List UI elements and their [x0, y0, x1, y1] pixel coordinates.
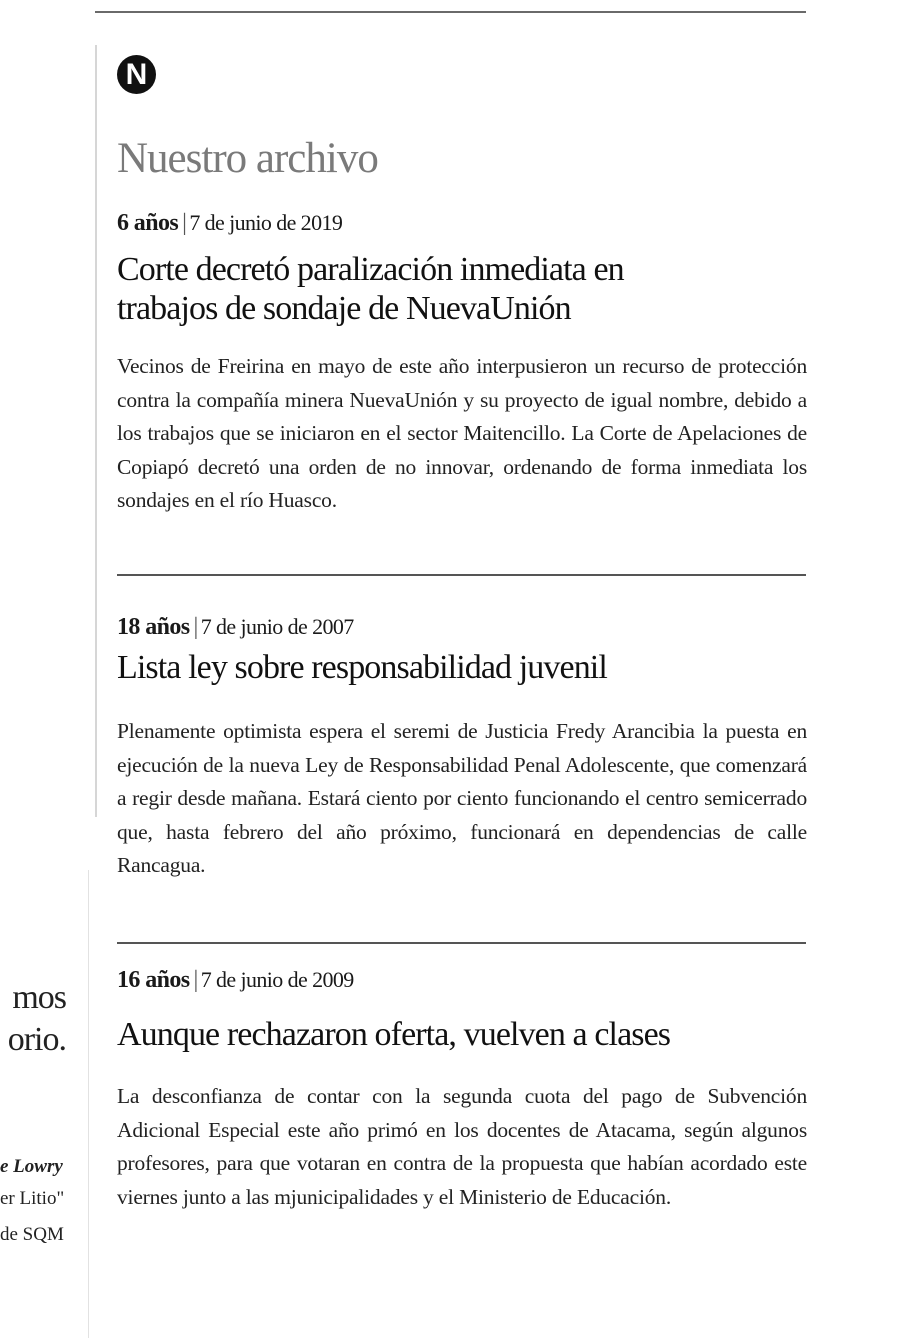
archive-entry-1 [117, 208, 807, 518]
left-column-byline-1: e Lowry [0, 1156, 63, 1177]
entry-years-ago: 18 años [117, 614, 190, 640]
entry-meta: 18 años | 7 de junio de 2007 [117, 614, 354, 640]
entry-date: 7 de junio de 2007 [200, 614, 354, 639]
left-column-byline-3: de SQM [0, 1224, 64, 1245]
entry-years-ago: 6 años [117, 210, 179, 236]
entry-body: La desconfianza de contar con la segunda cuota del pago de Subvención Adicional Especial este año primó en los docentes de Atacama, según algunos profesores, para que votaran en contra de la propuesta que habían acordado este viernes junto a las mjunicipalidades y el Ministerio de Educación. [117, 1084, 807, 1209]
archive-entry-3 [117, 965, 807, 1214]
entry-years-ago: 16 años [117, 967, 190, 993]
section-title: Nuestro archivo [117, 135, 378, 182]
left-column-divider [88, 870, 89, 1338]
newspaper-logo-badge: N [117, 55, 156, 94]
entry-body: Vecinos de Freirina en mayo de este año interpusieron un recurso de protección contra la compañía minera NuevaUnión y su proyecto de igual nombre, debido a los trabajos que se iniciaron en el sector Maitencillo. La Corte de Apelaciones de Copiapó decretó una orden de no innovar, ordenando de forma inmediata los sondajes en el río Huasco. [117, 354, 807, 513]
entry-separator [117, 942, 806, 944]
entry-separator [117, 574, 806, 576]
entry-meta: 6 años | 7 de junio de 2019 [117, 210, 343, 236]
left-column-byline-2: er Litio" [0, 1188, 65, 1209]
entry-headline: Aunque rechazaron oferta, vuelven a clases [117, 1016, 671, 1053]
left-column-fragment-1: mos [12, 979, 66, 1016]
entry-date: 7 de junio de 2009 [200, 967, 354, 992]
top-rule [95, 11, 806, 13]
archive-entry-2 [117, 612, 807, 883]
entry-meta: 16 años | 7 de junio de 2009 [117, 967, 354, 993]
entry-date: 7 de junio de 2019 [189, 210, 343, 235]
entry-headline: Corte decretó paralización inmediata en trabajos de sondaje de NuevaUnión [117, 251, 624, 327]
column-divider [95, 45, 97, 817]
entry-headline: Lista ley sobre responsabilidad juvenil [117, 649, 607, 686]
left-column-fragment-2: orio. [7, 1021, 66, 1058]
entry-body: Plenamente optimista espera el seremi de Justicia Fredy Arancibia la puesta en ejecución de la nueva Ley de Responsabilidad Penal Adolescente, que comenzará a regir desde mañana. Estará ciento por ciento funcionando el centro semicerrado que, hasta febrero del año próximo, funcionará en dependencias de calle Rancagua. [117, 719, 807, 878]
